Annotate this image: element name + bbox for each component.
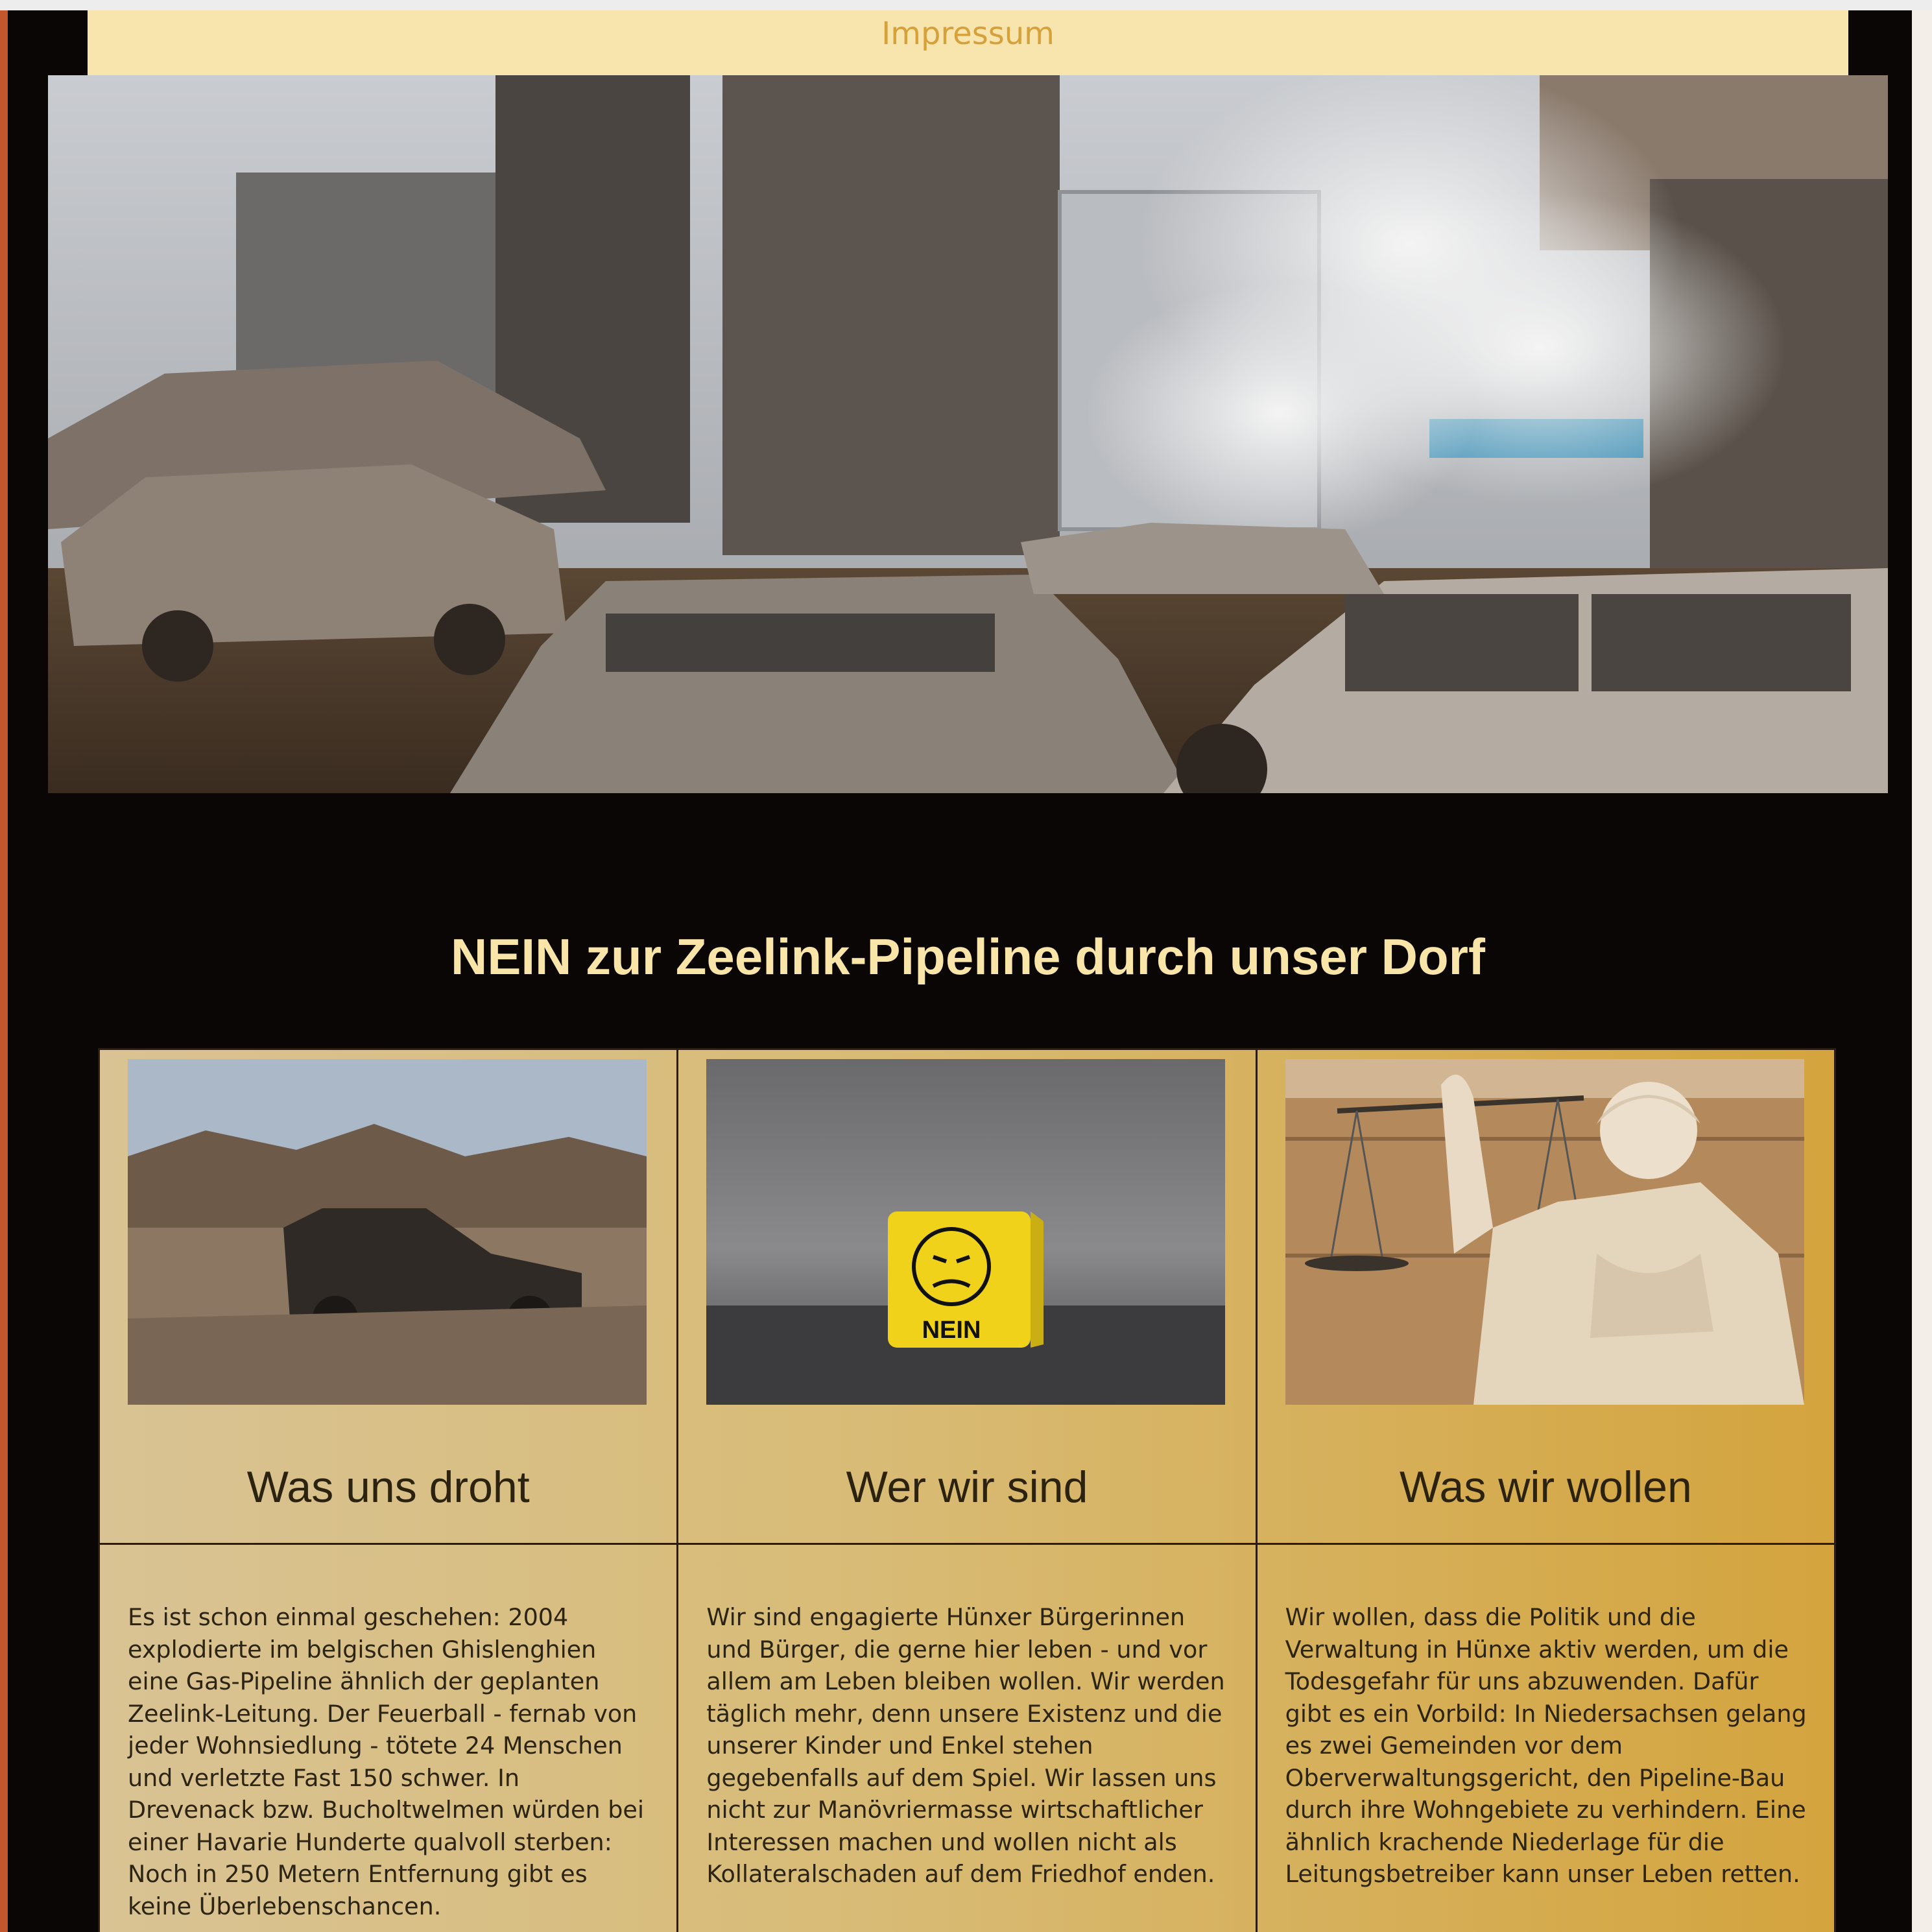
card-who-title: Wer wir sind bbox=[846, 1462, 1088, 1512]
left-accent-bar bbox=[0, 10, 8, 1932]
page-title: NEIN zur Zeelink-Pipeline durch unser Dorf bbox=[451, 928, 1485, 985]
card-divider bbox=[1258, 1543, 1834, 1545]
impressum-link[interactable]: Impressum bbox=[881, 16, 1055, 52]
card-threat-title: Was uns droht bbox=[246, 1462, 530, 1512]
card-who-image bbox=[706, 1059, 1225, 1405]
browser-top-edge bbox=[0, 0, 1932, 10]
hero-image bbox=[48, 75, 1888, 793]
dice-nein-label: NEIN bbox=[922, 1317, 981, 1344]
card-want-image bbox=[1285, 1059, 1804, 1405]
card-divider bbox=[100, 1543, 676, 1545]
card-want-text: Wir wollen, dass die Politik und die Verwaltung in Hünxe aktiv werden, um die Todesgefahr für uns abzuwenden. Dafür gibt es ein Vorbild: In Niedersachsen gelang es zwei Gemeinden vor dem Oberverwaltungsgericht, den Pipeline-Bau durch ihre Wohngebiete zu verhindern. Eine ähnlich krachende Niederlage für die Leitungsbetreiber kann unser Leben retten. bbox=[1285, 1603, 1807, 1888]
card-threat bbox=[100, 1050, 678, 1932]
card-want-title: Was wir wollen bbox=[1399, 1462, 1692, 1512]
card-threat-text: Es ist schon einmal geschehen: 2004 explodierte im belgischen Ghislenghien eine Gas-Pipeline ähnlich der geplanten Zeelink-Leitung. Der Feuerball - fernab von jeder Wohnsiedlung - tötete 24 Menschen und verletzte Fast 150 schwer. In Drevenack bzw. Bucholtwelmen würden bei einer Havarie Hunderte qualvoll sterben: Noch in 250 Metern Entfernung gibt es keine Überlebenschancen. bbox=[128, 1603, 644, 1920]
card-who-text: Wir sind engagierte Hünxer Bürgerinnen und Bürger, die gerne hier leben - und vor allem am Leben bleiben wollen. Wir werden täglich mehr, denn unsere Existenz und die unserer Kinder und Enkel stehen gegebenfalls auf dem Spiel. Wir lassen uns nicht zur Manövriermasse wirtschaftlicher Interessen machen und wollen nicht als Kollateralschaden auf dem Friedhof enden. bbox=[706, 1603, 1225, 1888]
feature-cards bbox=[98, 1048, 1836, 1932]
card-who bbox=[678, 1050, 1257, 1932]
right-margin bbox=[1912, 10, 1932, 1932]
card-threat-image bbox=[128, 1059, 647, 1405]
card-divider bbox=[678, 1543, 1255, 1545]
top-navigation bbox=[88, 10, 1848, 75]
card-want bbox=[1258, 1050, 1834, 1932]
